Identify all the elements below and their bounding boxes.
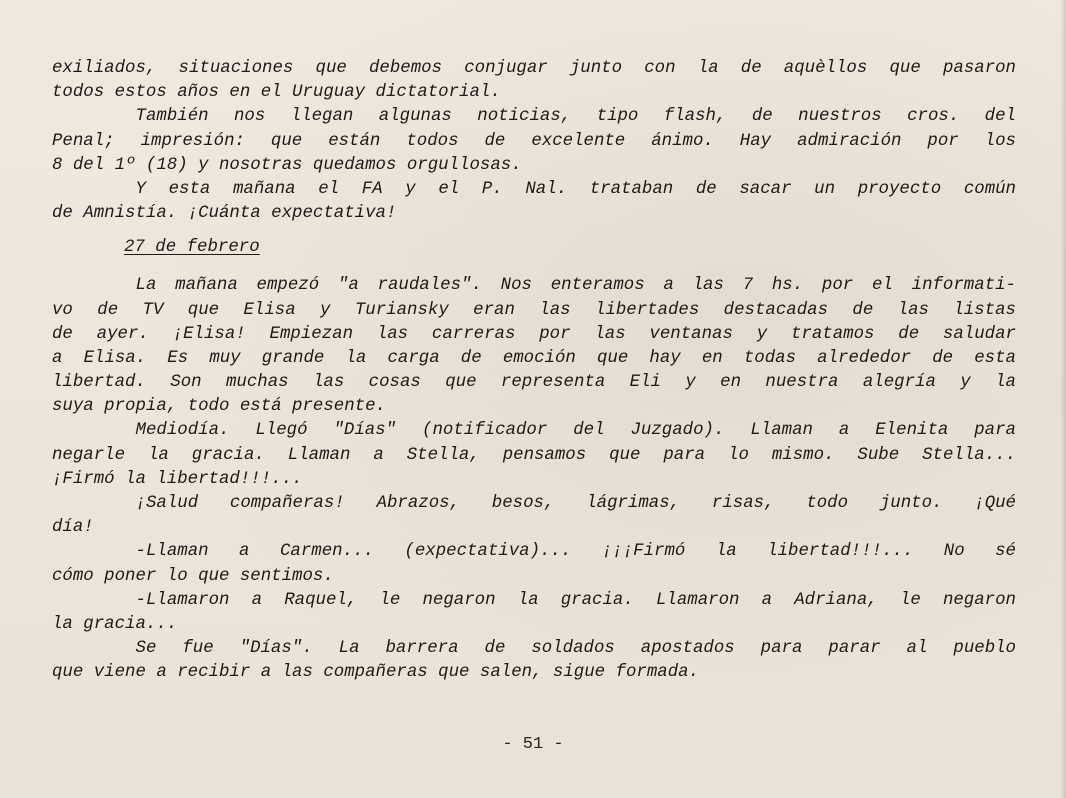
text-line: a Elisa. Es muy grande la carga de emoción que hay en todas alrededor de esta	[52, 348, 1016, 368]
text-line: ¡Firmó la libertad!!!...	[52, 469, 303, 489]
page-edge-shadow	[1060, 0, 1066, 798]
text-line: -Llamaron a Raquel, le negaron la gracia. Llamaron a Adriana, le negaron	[135, 590, 1016, 610]
text-line: -Llaman a Carmen... (expectativa)... ¡¡¡Firmó la libertad!!!... No sé	[135, 542, 1016, 562]
text-line: que viene a recibir a las compañeras que salen, sigue formada.	[52, 663, 700, 683]
text-line: la gracia...	[52, 614, 178, 634]
page-number: - 51 -	[502, 735, 564, 754]
paragraph	[52, 57, 1016, 105]
paragraph	[52, 419, 1016, 492]
text-line: 8 del 1º (18) y nosotras quedamos orgullosas.	[52, 155, 522, 175]
text-line: de Amnistía. ¡Cuánta expectativa!	[52, 204, 397, 224]
heading-container	[52, 226, 1016, 274]
text-line: de ayer. ¡Elisa! Empiezan las carreras por las ventanas y tratamos de saludar	[52, 324, 1016, 344]
text-line: Se fue "Días". La barrera de soldados apostados para parar al pueblo	[135, 639, 1016, 659]
text-line: libertad. Son muchas las cosas que representa Eli y en nuestra alegría y la	[52, 373, 1016, 393]
text-line: exiliados, situaciones que debemos conjugar junto con la de aquèllos que pasaron	[52, 59, 1016, 78]
text-line: La mañana empezó "a raudales". Nos enteramos a las 7 hs. por el informati-	[135, 276, 1016, 296]
text-line: Y esta mañana el FA y el P. Nal. trataban de sacar un proyecto común	[135, 179, 1016, 199]
text-line: todos estos años en el Uruguay dictatorial.	[52, 83, 501, 103]
paragraph	[52, 105, 1016, 178]
text-line: Penal; impresión: que están todos de excelente ánimo. Hay admiración por los	[52, 131, 1016, 151]
text-line: negarle la gracia. Llaman a Stella, pensamos que para lo mismo. Sube Stella...	[52, 445, 1016, 465]
body-text	[52, 57, 1016, 686]
paragraph	[52, 540, 1016, 588]
paragraph	[52, 178, 1016, 226]
paragraph	[52, 589, 1016, 637]
paragraph	[52, 274, 1016, 419]
text-line: día!	[52, 518, 94, 538]
text-line: cómo poner lo que sentimos.	[52, 566, 334, 586]
paragraph	[52, 637, 1016, 685]
section-heading: 27 de febrero	[124, 238, 260, 258]
paragraphs-after-heading	[52, 274, 1016, 685]
text-line: ¡Salud compañeras! Abrazos, besos, lágrimas, risas, todo junto. ¡Qué	[135, 494, 1016, 513]
paragraph	[52, 492, 1016, 540]
paragraphs-before-heading	[52, 57, 1016, 226]
text-line: suya propia, todo está presente.	[52, 397, 386, 417]
text-line: También nos llegan algunas noticias, tipo flash, de nuestros cros. del	[135, 107, 1016, 127]
text-line: vo de TV que Elisa y Turiansky eran las libertades destacadas de las listas	[52, 300, 1016, 320]
text-line: Mediodía. Llegó "Días" (notificador del Juzgado). Llaman a Elenita para	[135, 421, 1016, 441]
